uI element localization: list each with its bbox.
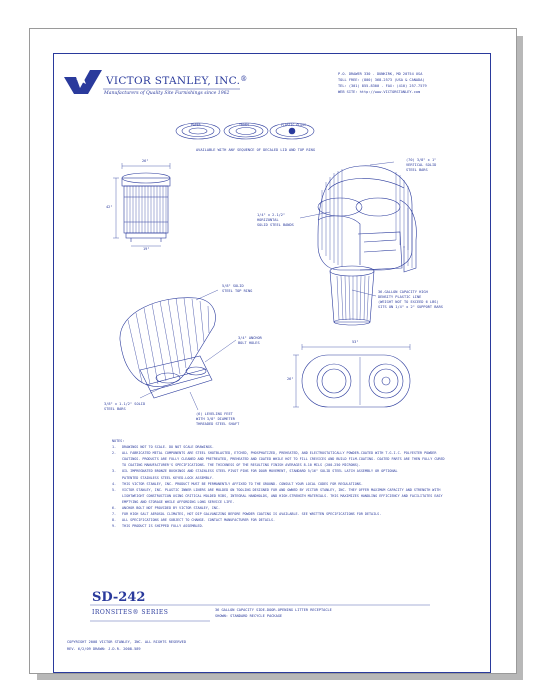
callout-leveling-feet: (6) LEVELING FEET WITH 3/8" DIAMETER THREADED STEEL SHAFT [196, 412, 240, 426]
note-text: DRAWINGS NOT TO SCALE. DO NOT SCALE DRAWINGS. [122, 445, 214, 450]
notes-heading: NOTES: [112, 439, 125, 443]
callout-solid-steel-bars: 3/8" x 1-1/2" SOLID STEEL BARS [104, 402, 146, 411]
note-text: ANCHOR BOLT NOT PROVIDED BY VICTOR STANLEY, INC. [122, 506, 220, 511]
note-text: ALL SPECIFICATIONS ARE SUBJECT TO CHANGE. CONTACT MANUFACTURER FOR DETAILS. [122, 518, 276, 523]
lid-label-trash: TRASH [239, 123, 249, 127]
note-number: 6. [112, 506, 117, 511]
note-text: ALL FABRICATED METAL COMPONENTS ARE STEEL SHOTBLASTED, ETCHED, PHOSPHATIZED, PREHEATED, AND ELECTROSTATICALLY POWDER-COATED WITH T.G.I.C. POLYESTER POWDER [122, 451, 437, 456]
note-number: 1. [112, 445, 117, 450]
note-text: VICTOR STANLEY, INC. PLASTIC INNER LINERS ARE MOLDED ON TOOLING DESIGNED FOR AND OWNED BY VICTOR STANLEY, INC. THEY OFFER MAXIMUM CAPACITY AND STRENGTH WITH [122, 487, 441, 492]
note-number: 3. [112, 469, 117, 474]
note-number: 4. [112, 481, 117, 486]
dim-height: 42" [106, 205, 113, 209]
lid-label-plastic-glass: PLASTIC GLASS [281, 123, 306, 127]
dim-width: 26" [142, 159, 149, 163]
contact-website: WEB SITE: http://www.VICTORSTANLEY.com [338, 90, 421, 94]
contact-tel-fax: TEL: (301) 855-8300 . FAX: (410) 257-7579 [338, 84, 427, 88]
revision-info: REV. 6/2/09 DRAWN: J.D.R. 2008-589 [67, 647, 141, 651]
note-text: COATINGS. PRODUCTS ARE FULLY CLEANED AND PRETREATED, PREHEATED AND COATED WHILE HOT TO FILL CREVICES AND BUILD FILM-COATING. COATED PARTS ARE THEN FULLY CURED [122, 457, 445, 462]
note-number: 7. [112, 512, 117, 517]
note-text: OIL IMPREGNATED BRONZE BUSHINGS AND STAINLESS STEEL PIVOT PINS FOR DOOR MOVEMENT, STANDARD 5/16" SOLID STEEL LATCH ASSEMBLY OR OPTIONAL [122, 469, 398, 474]
note-text: TO COATING MANUFACTURER'S SPECIFICATIONS. THE THICKNESS OF THE RESULTING FINISH AVERAGES 8-10 MILS (200-250 MICRONS). [122, 463, 361, 468]
lid-label-paper: PAPER [191, 123, 201, 127]
note-line [112, 523, 512, 529]
iso-view-open [318, 166, 416, 272]
contact-address: P.O. DRAWER 330 . DUNKIRK, MD 20754 USA [338, 72, 423, 76]
note-number: 9. [112, 524, 117, 529]
product-description: 36 GALLON CAPACITY SIDE-DOOR-OPENING LITTER RECEPTACLE [215, 608, 332, 612]
series-name: IRONSITES® SERIES [92, 609, 169, 616]
copyright: COPYRIGHT 2008 VICTOR STANLEY, INC. ALL RIGHTS RESERVED [67, 640, 186, 644]
plan-depth: 26" [287, 377, 294, 381]
iso-view-bottom [120, 298, 215, 398]
dim-base: 19" [143, 247, 150, 251]
contact-toll-free: TOLL FREE: (800) 368-2573 (USA & CANADA) [338, 78, 425, 82]
note-text: THIS PRODUCT IS SHIPPED FULLY ASSEMBLED. [122, 524, 204, 529]
plastic-liner [330, 266, 374, 325]
note-text: FOR HIGH SALT AEROSOL CLIMATES, HOT DIP GALVANIZING BEFORE POWDER COATING IS AVAILABLE. SEE WRITTEN SPECIFICATIONS FOR DETAILS. [122, 512, 382, 517]
lids-caption: AVAILABLE WITH ANY SEQUENCE OF DECALED LID AND TOP RING [196, 148, 315, 152]
front-elevation [113, 163, 170, 246]
product-shown: SHOWN: STANDARD RECYCLE PACKAGE [215, 614, 283, 618]
note-number: 8. [112, 518, 117, 523]
company-logo [64, 70, 102, 94]
company-tagline: Manufacturers of Quality Site Furnishings since 1962 [104, 91, 230, 96]
callout-anchor-bolt: 3/4" ANCHOR BOLT HOLES [238, 336, 262, 345]
note-text: EMPTYING AND STORAGE WHILE AFFORDING LONG SERVICE LIFE. [122, 499, 235, 504]
callout-plastic-liner: 36-GALLON CAPACITY HIGH DENSITY PLASTIC LINE (WEIGHT NOT TO EXCEED 6 LBS) SITS ON 1/4" x 2" SUPPORT BARS [378, 290, 443, 309]
note-text: LIGHTWEIGHT CONSTRUCTION USING CRITICAL MOLDED RIBS, INTEGRAL HANDHOLDS, AND HIGH-STRENGTH MATERIALS. THIS MAXIMIZES HANDLING EFFICIENCY AND FACILITATES EASY [122, 493, 443, 498]
plan-view [293, 344, 410, 407]
plan-width: 53" [352, 340, 359, 344]
leader-lines [140, 159, 394, 410]
callout-top-ring: 5/8" SOLID STEEL TOP RING [222, 284, 253, 293]
note-text: THIS VICTOR STANLEY, INC. PRODUCT MUST BE PERMANENTLY AFFIXED TO THE GROUND. CONSULT YOUR LOCAL CODES FOR REGULATIONS. [122, 481, 363, 486]
note-number: 5. [112, 487, 117, 492]
notes-list [112, 444, 512, 529]
note-number: 2. [112, 451, 117, 456]
company-name: VICTOR STANLEY, INC.® [106, 75, 248, 87]
note-text: PATENTED STAINLESS STEEL KEYED-LOCK ASSEMBLY. [122, 475, 214, 480]
model-number: SD-242 [92, 590, 146, 605]
callout-horizontal-bands: 1/4" x 2-1/2" HORIZONTAL SOLID STEEL BANDS [257, 213, 294, 227]
notes-section [112, 438, 512, 529]
callout-vertical-bars: (70) 3/8" x 1" VERTICAL SOLID STEEL BARS [406, 158, 437, 172]
